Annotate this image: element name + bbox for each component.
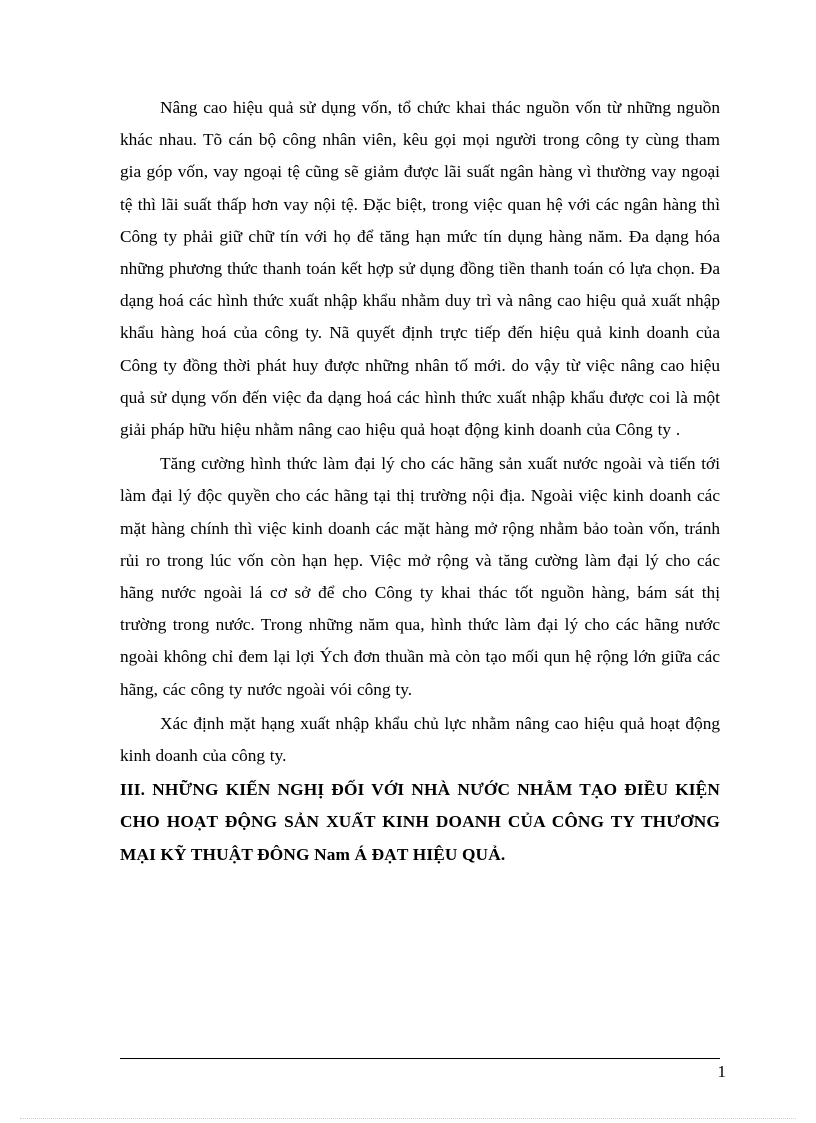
paragraph-agency-expansion: Tăng cường hình thức làm đại lý cho các hãng sản xuất nước ngoài và tiến tới làm đại lý độc quyền cho các hãng tại thị trường nội địa. Ngoài việc kinh doanh các mặt hàng chính thì việc kinh doanh các mặt hàng mở rộng nhằm bảo toàn vốn, tránh rủi ro trong lúc vốn còn hạn hẹp. Việc mở rộng và tăng cường làm đại lý cho các hãng nước ngoài lá cơ sở để cho Công ty khai thác tốt nguồn hàng, bám sát thị trường trong nước. Trong những năm qua, hình thức làm đại lý cho các hãng nước ngoài không chỉ đem lại lợi Ých đơn thuần mà còn tạo mối qun hệ rộng lớn giữa các hãng, các công ty nước ngoài vói công ty. [120, 454, 720, 699]
document-body [120, 92, 720, 871]
footer-divider [120, 1058, 720, 1059]
section-heading: III. NHỮNG KIẾN NGHỊ ĐỐI VỚI NHÀ NƯỚC NHẰM TẠO ĐIỀU KIỆN CHO HOẠT ĐỘNG SẢN XUẤT KINH DOANH CỦA CÔNG TY THƯƠNG MẠI KỸ THUẬT ĐÔNG Nam Á ĐẠT HIỆU QUẢ. [120, 780, 720, 864]
paragraph-capital-efficiency: Nâng cao hiệu quả sử dụng vốn, tổ chức khai thác nguồn vốn từ những nguồn khác nhau. Tõ cán bộ công nhân viên, kêu gọi mọi người trong công ty cùng tham gia góp vốn, vay ngoại tệ cũng sẽ giảm được lãi suất ngân hàng vì thường vay ngoại tệ thì lãi suất thấp hơn vay nội tệ. Đặc biệt, trong việc quan hệ với các ngân hàng thì Công ty phải giữ chữ tín với họ để tăng hạn mức tín dụng hàng năm. Đa dạng hóa những phương thức thanh toán kết hợp sử dụng đồng tiền thanh toán có lựa chọn. Đa dạng hoá các hình thức xuất nhập khẩu nhằm duy trì và nâng cao hiệu quả xuất nhập khẩu hàng hoá của công ty. Nã quyết định trực tiếp đến hiệu quả kinh doanh của Công ty đồng thời phát huy được những nhân tố mới. do vậy từ việc nâng cao hiệu quả sử dụng vốn đến việc đa dạng hoá các hình thức xuất nhập khẩu được coi là một giải pháp hữu hiệu nhằm nâng cao hiệu quả hoạt động kinh doanh của Công ty . [120, 98, 720, 440]
page-bottom-edge [20, 1118, 796, 1119]
paragraph-key-products: Xác định mặt hạng xuất nhập khẩu chủ lực nhằm nâng cao hiệu quả hoạt động kinh doanh của công ty. [120, 713, 720, 766]
page-number: 1 [717, 1062, 726, 1081]
